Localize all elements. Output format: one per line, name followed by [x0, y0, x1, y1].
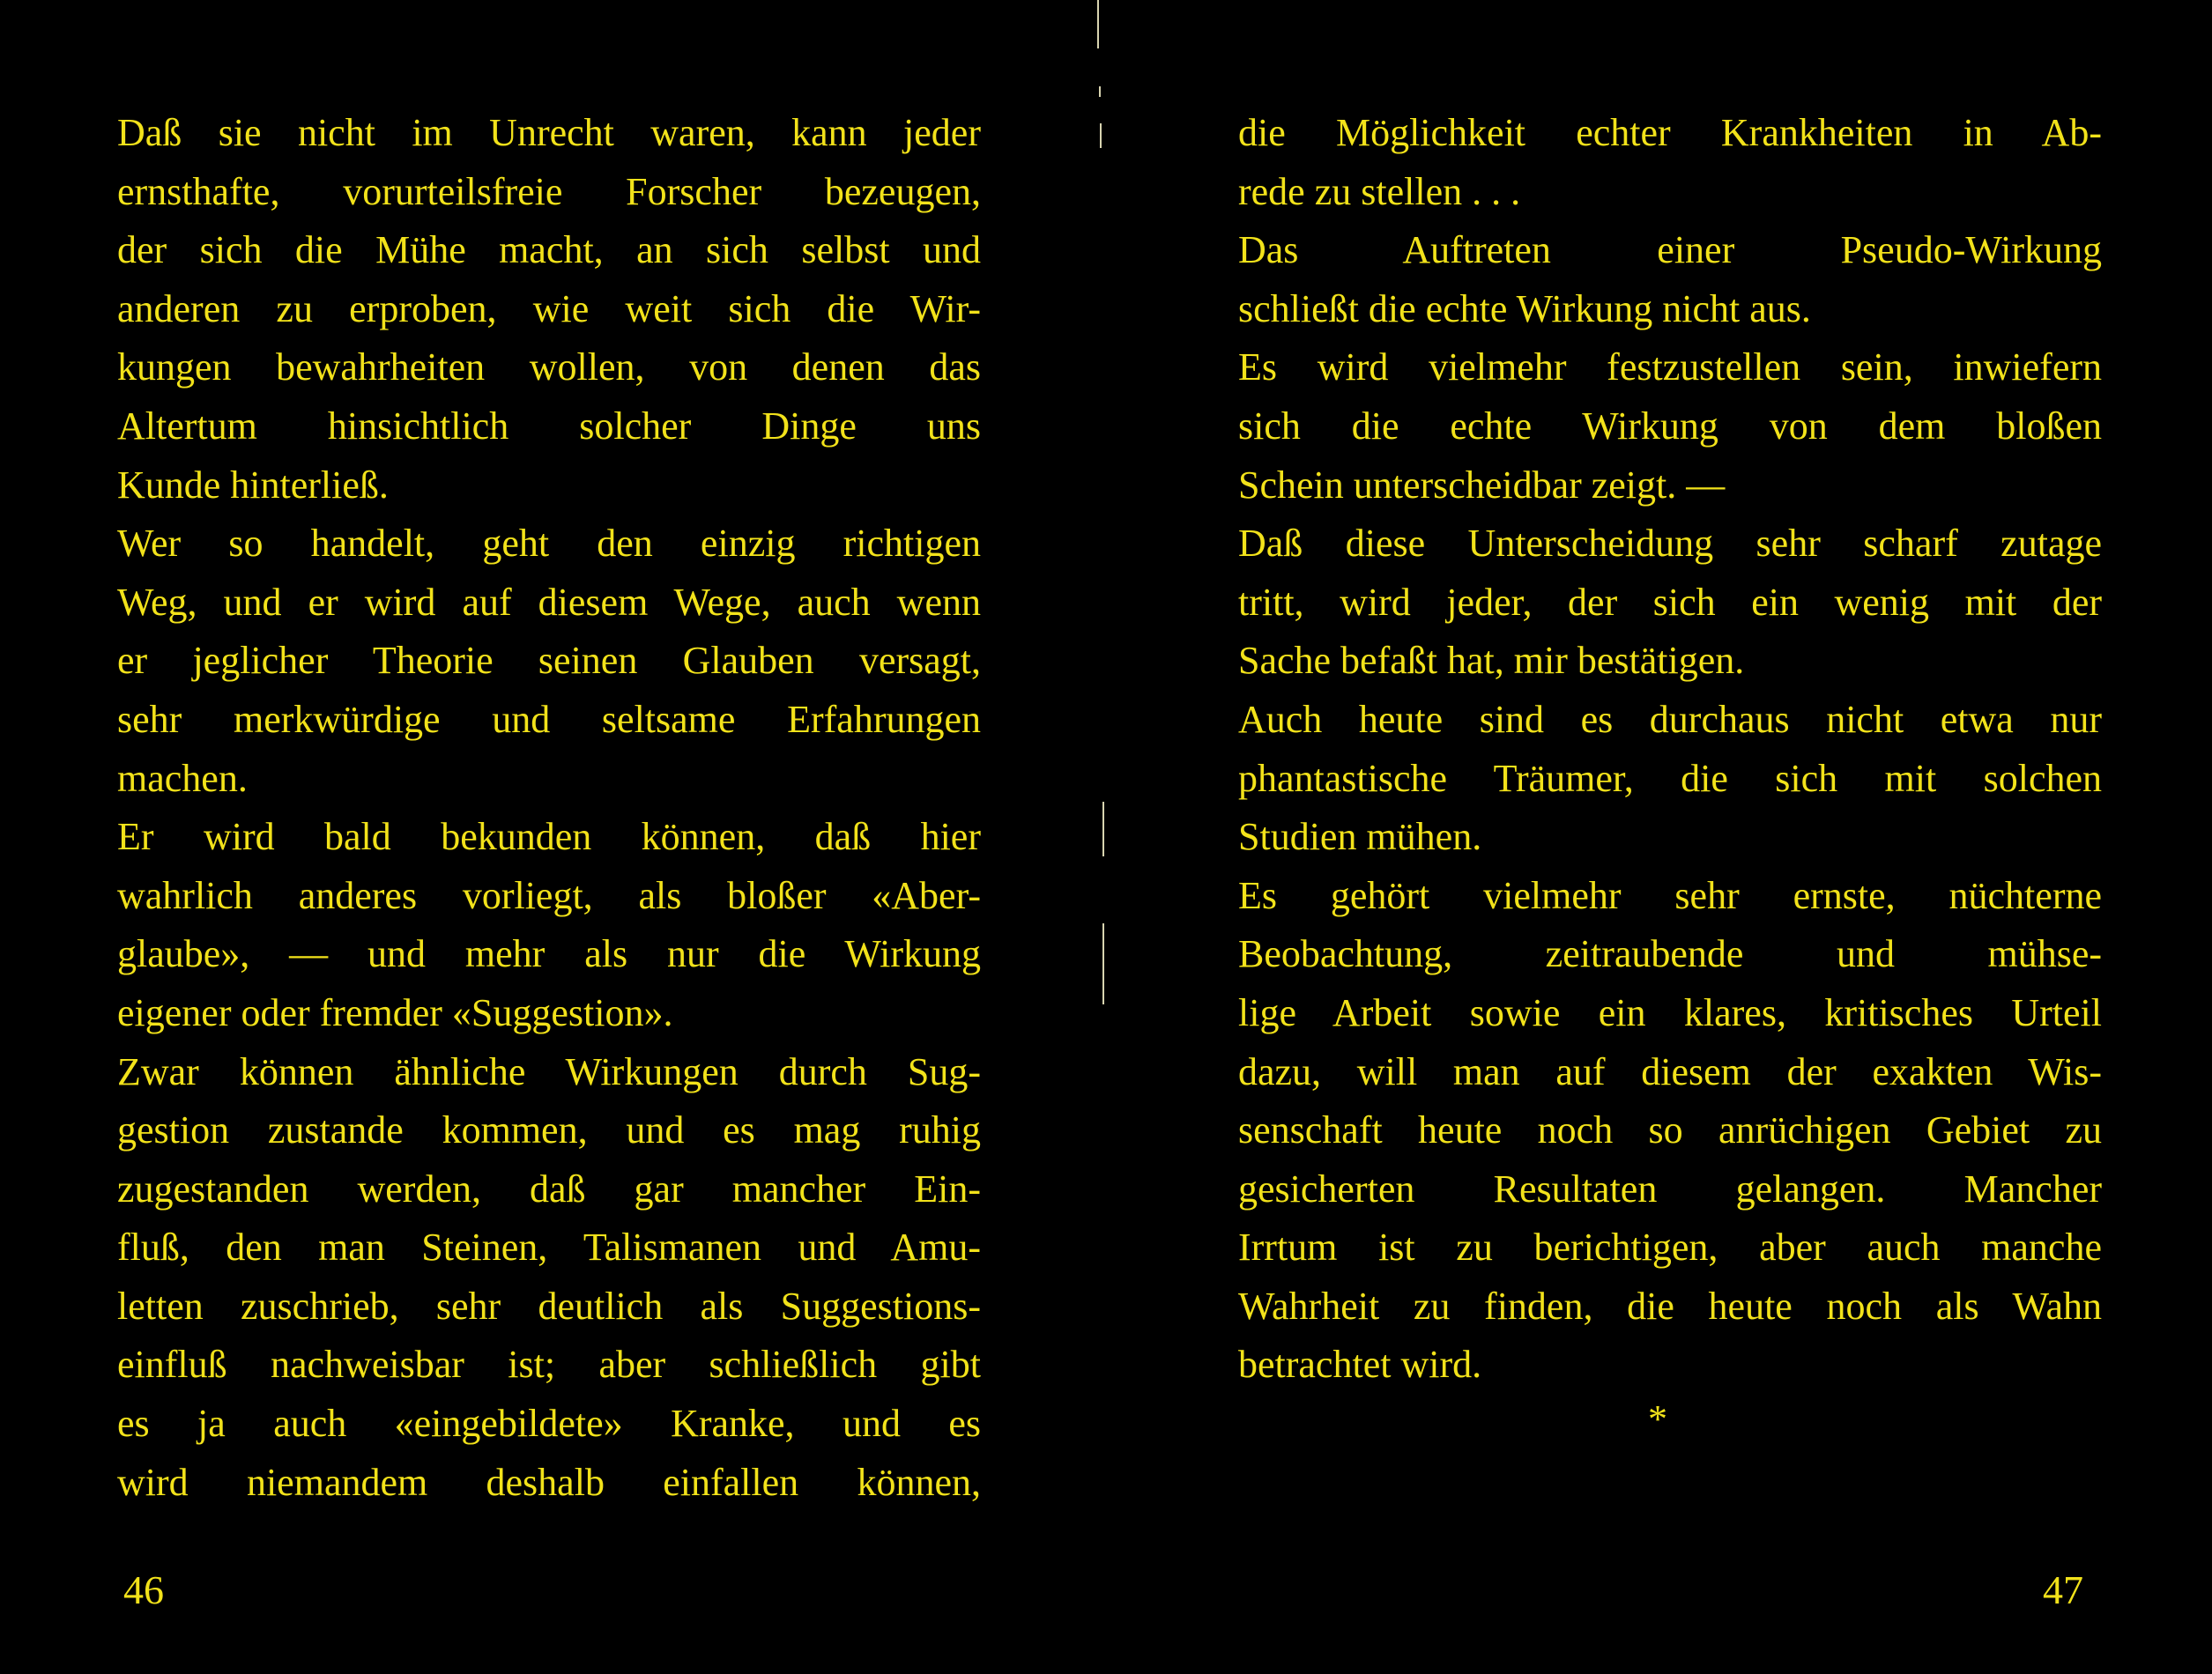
- text-line: er jeglicher Theorie seinen Glauben versagt,: [117, 639, 981, 683]
- text-line: phantastische Träumer, die sich mit solchen: [1238, 756, 2102, 800]
- text-line: wahrlich anderes vorliegt, als bloßer «Aber-: [117, 873, 981, 917]
- text-line: Schein unterscheidbar zeigt. —: [1238, 463, 1726, 507]
- text-line: der sich die Mühe macht, an sich selbst und: [117, 228, 981, 272]
- section-asterisk: *: [1648, 1397, 1667, 1441]
- gutter-mark: [1102, 802, 1104, 856]
- text-line: Beobachtung, zeitraubende und mühse-: [1238, 932, 2102, 976]
- gutter-mark: [1102, 923, 1104, 1004]
- gutter-mark: [1099, 86, 1101, 97]
- text-line: die Möglichkeit echter Krankheiten in Ab-: [1238, 111, 2102, 154]
- text-line: Weg, und er wird auf diesem Wege, auch wenn: [117, 580, 981, 624]
- text-line: Wahrheit zu finden, die heute noch als Wahn: [1238, 1284, 2102, 1328]
- text-line: Auch heute sind es durchaus nicht etwa nur: [1238, 697, 2102, 741]
- text-line: anderen zu erproben, wie weit sich die Wir-: [117, 286, 981, 330]
- text-line: schließt die echte Wirkung nicht aus.: [1238, 286, 1811, 330]
- text-line: eigener oder fremder «Suggestion».: [117, 990, 673, 1034]
- text-line: Kunde hinterließ.: [117, 463, 389, 507]
- text-line: ernsthafte, vorurteilsfreie Forscher bezeugen,: [117, 169, 981, 213]
- text-line: fluß, den man Steinen, Talismanen und Amu-: [117, 1226, 981, 1270]
- right-page: [1238, 0, 2102, 1674]
- text-line: zugestanden werden, daß gar mancher Ein-: [117, 1167, 981, 1211]
- page-number-left: 46: [123, 1567, 164, 1612]
- text-line: kungen bewahrheiten wollen, von denen das: [117, 345, 981, 389]
- left-text-block: [117, 104, 981, 1512]
- text-line: Daß sie nicht im Unrecht waren, kann jeder: [117, 111, 981, 154]
- text-line: es ja auch «eingebildete» Kranke, und es: [117, 1402, 981, 1446]
- text-line: betrachtet wird.: [1238, 1343, 1482, 1387]
- text-line: letten zuschrieb, sehr deutlich als Suggestions-: [117, 1284, 981, 1328]
- text-line: dazu, will man auf diesem der exakten Wis-: [1238, 1049, 2102, 1093]
- text-line: Altertum hinsichtlich solcher Dinge uns: [117, 404, 981, 448]
- text-line: gestion zustande kommen, und es mag ruhig: [117, 1108, 981, 1152]
- text-line: gesicherten Resultaten gelangen. Mancher: [1238, 1167, 2102, 1211]
- text-line: Daß diese Unterscheidung sehr scharf zutage: [1238, 522, 2102, 566]
- text-line: Es wird vielmehr festzustellen sein, inwiefern: [1238, 345, 2102, 389]
- text-line: wird niemandem deshalb einfallen können,: [117, 1460, 981, 1504]
- text-line: senschaft heute noch so anrüchigen Gebiet zu: [1238, 1108, 2102, 1152]
- text-line: tritt, wird jeder, der sich ein wenig mit der: [1238, 580, 2102, 624]
- text-line: Irrtum ist zu berichtigen, aber auch manche: [1238, 1226, 2102, 1270]
- text-line: Es gehört vielmehr sehr ernste, nüchterne: [1238, 873, 2102, 917]
- text-line: Er wird bald bekunden können, daß hier: [117, 815, 981, 859]
- gutter-mark: [1100, 123, 1102, 148]
- text-line: Sache befaßt hat, mir bestätigen.: [1238, 639, 1745, 683]
- text-line: Studien mühen.: [1238, 815, 1482, 859]
- right-text-block: [1238, 104, 2102, 1395]
- page-number-right: 47: [2043, 1567, 2083, 1612]
- gutter-mark: [1097, 0, 1099, 48]
- text-line: Das Auftreten einer Pseudo-Wirkung: [1238, 228, 2102, 272]
- text-line: Zwar können ähnliche Wirkungen durch Sug-: [117, 1049, 981, 1093]
- text-line: glaube», — und mehr als nur die Wirkung: [117, 932, 981, 976]
- text-line: einfluß nachweisbar ist; aber schließlich gibt: [117, 1343, 981, 1387]
- text-line: lige Arbeit sowie ein klares, kritisches Urteil: [1238, 990, 2102, 1034]
- text-line: sehr merkwürdige und seltsame Erfahrungen: [117, 697, 981, 741]
- text-line: Wer so handelt, geht den einzig richtigen: [117, 522, 981, 566]
- text-line: machen.: [117, 756, 248, 800]
- text-line: rede zu stellen . . .: [1238, 169, 1521, 213]
- left-page: [117, 0, 981, 1674]
- text-line: sich die echte Wirkung von dem bloßen: [1238, 404, 2102, 448]
